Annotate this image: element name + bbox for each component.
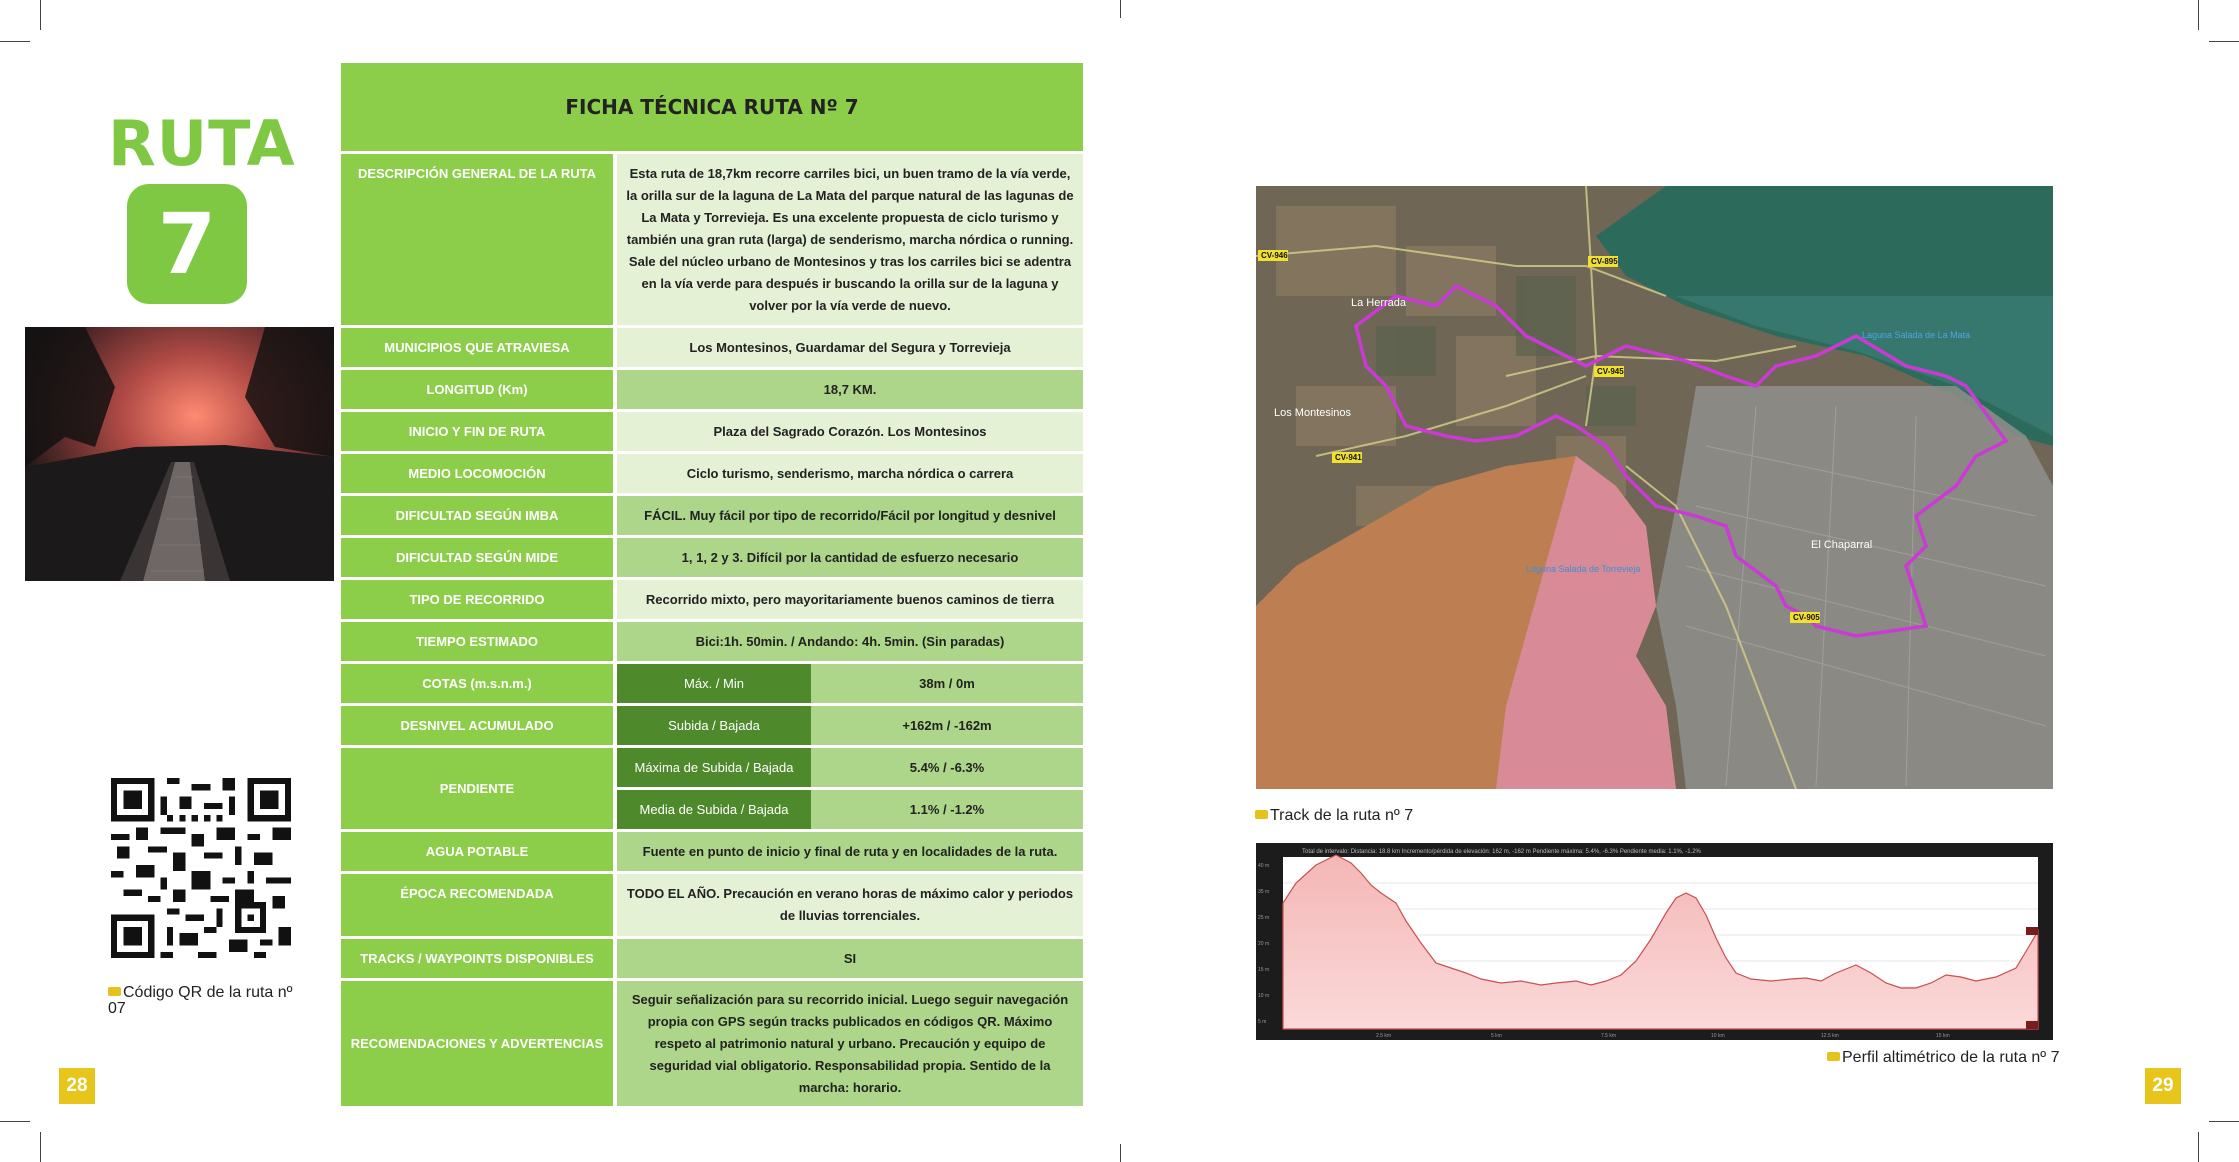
- row-value: Esta ruta de 18,7km recorre carriles bici, un buen tramo de la vía verde, la orilla sur de la laguna de La Mata del parque natural de las lagunas de La Mata y Torrevieja. Es una excelente propuesta de ciclo turismo y también una gran ruta (larga) de senderismo, marcha nórdica o running. Sale del núcleo urbano de Montesinos y tras los carriles bici se adentra en la vía verde para después ir buscando la orilla sur de la laguna y volver por la vía verde de nuevo.: [617, 154, 1083, 325]
- table-row: [341, 748, 1083, 829]
- row-value: 1, 1, 2 y 3. Difícil por la cantidad de esfuerzo necesario: [617, 538, 1083, 577]
- ruta-number-badge: 7: [127, 184, 247, 304]
- profile-caption: Perfil altimétrico de la ruta nº 7: [1827, 1050, 2060, 1066]
- road-label: CV-945: [1597, 367, 1624, 376]
- map-label: Laguna Salada de Torrevieja: [1526, 564, 1641, 574]
- map-caption: Track de la ruta nº 7: [1255, 808, 1413, 824]
- table-row: [341, 939, 1083, 978]
- road-label: CV-895: [1591, 257, 1618, 266]
- profile-header: Total de intervalo: Distancia: 18.8 km Incremento/pérdida de elevación: 162 m, -162 m Pendiente máxima: 5.4%, -6.3% Pendiente media: 1.1%, -1.2%: [1302, 849, 1701, 855]
- row-value: Recorrido mixto, pero mayoritariamente buenos caminos de tierra: [617, 580, 1083, 619]
- svg-text:15 km: 15 km: [1936, 1033, 1950, 1039]
- qr-caption: Código QR de la ruta nº 07: [108, 984, 293, 1017]
- caption-marker-icon: [1827, 1052, 1840, 1061]
- row-value: Seguir señalización para su recorrido inicial. Luego seguir navegación propia con GPS según tracks publicados en códigos QR. Máximo respeto al patrimonio natural y urbano. Precaución y equipo de seguridad vial obligatorio. Responsabilidad propia. Sentido de la marcha: horario.: [617, 981, 1083, 1106]
- crop-mark: [0, 1121, 30, 1122]
- row-value: Fuente en punto de inicio y final de ruta y en localidades de la ruta.: [617, 832, 1083, 871]
- crop-mark: [0, 41, 30, 42]
- crop-mark: [40, 1132, 41, 1162]
- svg-text:5 m: 5 m: [1258, 1019, 1267, 1025]
- row-label: RECOMENDACIONES Y ADVERTENCIAS: [341, 981, 613, 1106]
- table-row: [341, 496, 1083, 535]
- ficha-tecnica-table: [341, 63, 1083, 1106]
- row-value: SI: [617, 939, 1083, 978]
- map-label: El Chaparral: [1811, 539, 1873, 551]
- row-value: 5.4% / -6.3%: [811, 748, 1083, 787]
- caption-marker-icon: [108, 987, 121, 996]
- table-row: [341, 580, 1083, 619]
- pendiente-subrow: [617, 748, 1083, 787]
- row-label: DIFICULTAD SEGÚN MIDE: [341, 538, 613, 577]
- row-value: Los Montesinos, Guardamar del Segura y Torrevieja: [617, 328, 1083, 367]
- ruta-heading: RUTA: [108, 107, 296, 180]
- map-label: La Herrada: [1351, 297, 1407, 309]
- ficha-title: FICHA TÉCNICA RUTA Nº 7: [341, 63, 1083, 151]
- row-label: MUNICIPIOS QUE ATRAVIESA: [341, 328, 613, 367]
- table-row: [341, 706, 1083, 745]
- crop-mark: [2209, 1121, 2239, 1122]
- svg-text:10 km: 10 km: [1711, 1033, 1725, 1039]
- row-label: AGUA POTABLE: [341, 832, 613, 871]
- row-value: TODO EL AÑO. Precaución en verano horas de máximo calor y periodos de lluvias torrenciales.: [617, 874, 1083, 936]
- row-label: INICIO Y FIN DE RUTA: [341, 412, 613, 451]
- table-row: [341, 454, 1083, 493]
- svg-text:20 m: 20 m: [1258, 941, 1270, 947]
- road-label: CV-941: [1335, 453, 1362, 462]
- crop-mark: [40, 0, 41, 30]
- row-value: Bici:1h. 50min. / Andando: 4h. 5min. (Sin paradas): [617, 622, 1083, 661]
- row-value: 1.1% / -1.2%: [811, 790, 1083, 829]
- svg-text:5 km: 5 km: [1491, 1033, 1502, 1039]
- road-label: CV-946: [1261, 251, 1288, 260]
- table-row: [341, 832, 1083, 871]
- page-number-right: 29: [2145, 1068, 2181, 1104]
- svg-text:12.5 km: 12.5 km: [1821, 1033, 1839, 1039]
- row-value: Plaza del Sagrado Corazón. Los Montesinos: [617, 412, 1083, 451]
- route-photo: [25, 327, 334, 581]
- table-row: [341, 154, 1083, 325]
- crop-mark: [1120, 1144, 1121, 1162]
- table-row: [341, 328, 1083, 367]
- table-row: [341, 664, 1083, 703]
- table-row: [341, 874, 1083, 936]
- row-label: DESCRIPCIÓN GENERAL DE LA RUTA: [341, 154, 613, 325]
- row-sublabel: Máx. / Min: [617, 664, 811, 703]
- row-value: 18,7 KM.: [617, 370, 1083, 409]
- svg-text:25 m: 25 m: [1258, 915, 1270, 921]
- row-value: +162m / -162m: [811, 706, 1083, 745]
- row-value: 38m / 0m: [811, 664, 1083, 703]
- row-label: TRACKS / WAYPOINTS DISPONIBLES: [341, 939, 613, 978]
- row-sublabel: Media de Subida / Bajada: [617, 790, 811, 829]
- svg-text:10 m: 10 m: [1258, 993, 1270, 999]
- table-row: [341, 981, 1083, 1106]
- svg-text:7.5 km: 7.5 km: [1601, 1033, 1617, 1039]
- row-label: TIPO DE RECORRIDO: [341, 580, 613, 619]
- row-label: PENDIENTE: [341, 748, 613, 829]
- crop-mark: [2209, 41, 2239, 42]
- route-map[interactable]: [1256, 186, 2053, 789]
- map-label: Laguna Salada de La Mata: [1862, 330, 1971, 340]
- row-sublabel: Subida / Bajada: [617, 706, 811, 745]
- row-value: FÁCIL. Muy fácil por tipo de recorrido/Fácil por longitud y desnivel: [617, 496, 1083, 535]
- caption-marker-icon: [1255, 810, 1268, 819]
- row-label: TIEMPO ESTIMADO: [341, 622, 613, 661]
- row-label: DIFICULTAD SEGÚN IMBA: [341, 496, 613, 535]
- row-value: Ciclo turismo, senderismo, marcha nórdica o carrera: [617, 454, 1083, 493]
- road-label: CV-905: [1793, 613, 1820, 622]
- row-label: COTAS (m.s.n.m.): [341, 664, 613, 703]
- qr-code[interactable]: [111, 778, 291, 958]
- crop-mark: [1120, 0, 1121, 18]
- table-row: [341, 622, 1083, 661]
- pendiente-subrow: [617, 790, 1083, 829]
- svg-text:2.5 km: 2.5 km: [1376, 1033, 1392, 1039]
- row-label: LONGITUD (Km): [341, 370, 613, 409]
- row-label: ÉPOCA RECOMENDADA: [341, 874, 613, 936]
- pendiente-group: [617, 748, 1083, 829]
- table-row: [341, 370, 1083, 409]
- page-number-left: 28: [59, 1068, 95, 1104]
- svg-text:35 m: 35 m: [1258, 889, 1270, 895]
- map-label: Los Montesinos: [1274, 407, 1352, 419]
- crop-mark: [2198, 0, 2199, 30]
- row-sublabel: Máxima de Subida / Bajada: [617, 748, 811, 787]
- table-row: [341, 412, 1083, 451]
- svg-text:15 m: 15 m: [1258, 967, 1270, 973]
- elevation-profile[interactable]: [1256, 843, 2053, 1040]
- row-label: DESNIVEL ACUMULADO: [341, 706, 613, 745]
- crop-mark: [2198, 1132, 2199, 1162]
- row-label: MEDIO LOCOMOCIÓN: [341, 454, 613, 493]
- table-row: [341, 538, 1083, 577]
- svg-text:40 m: 40 m: [1258, 863, 1270, 869]
